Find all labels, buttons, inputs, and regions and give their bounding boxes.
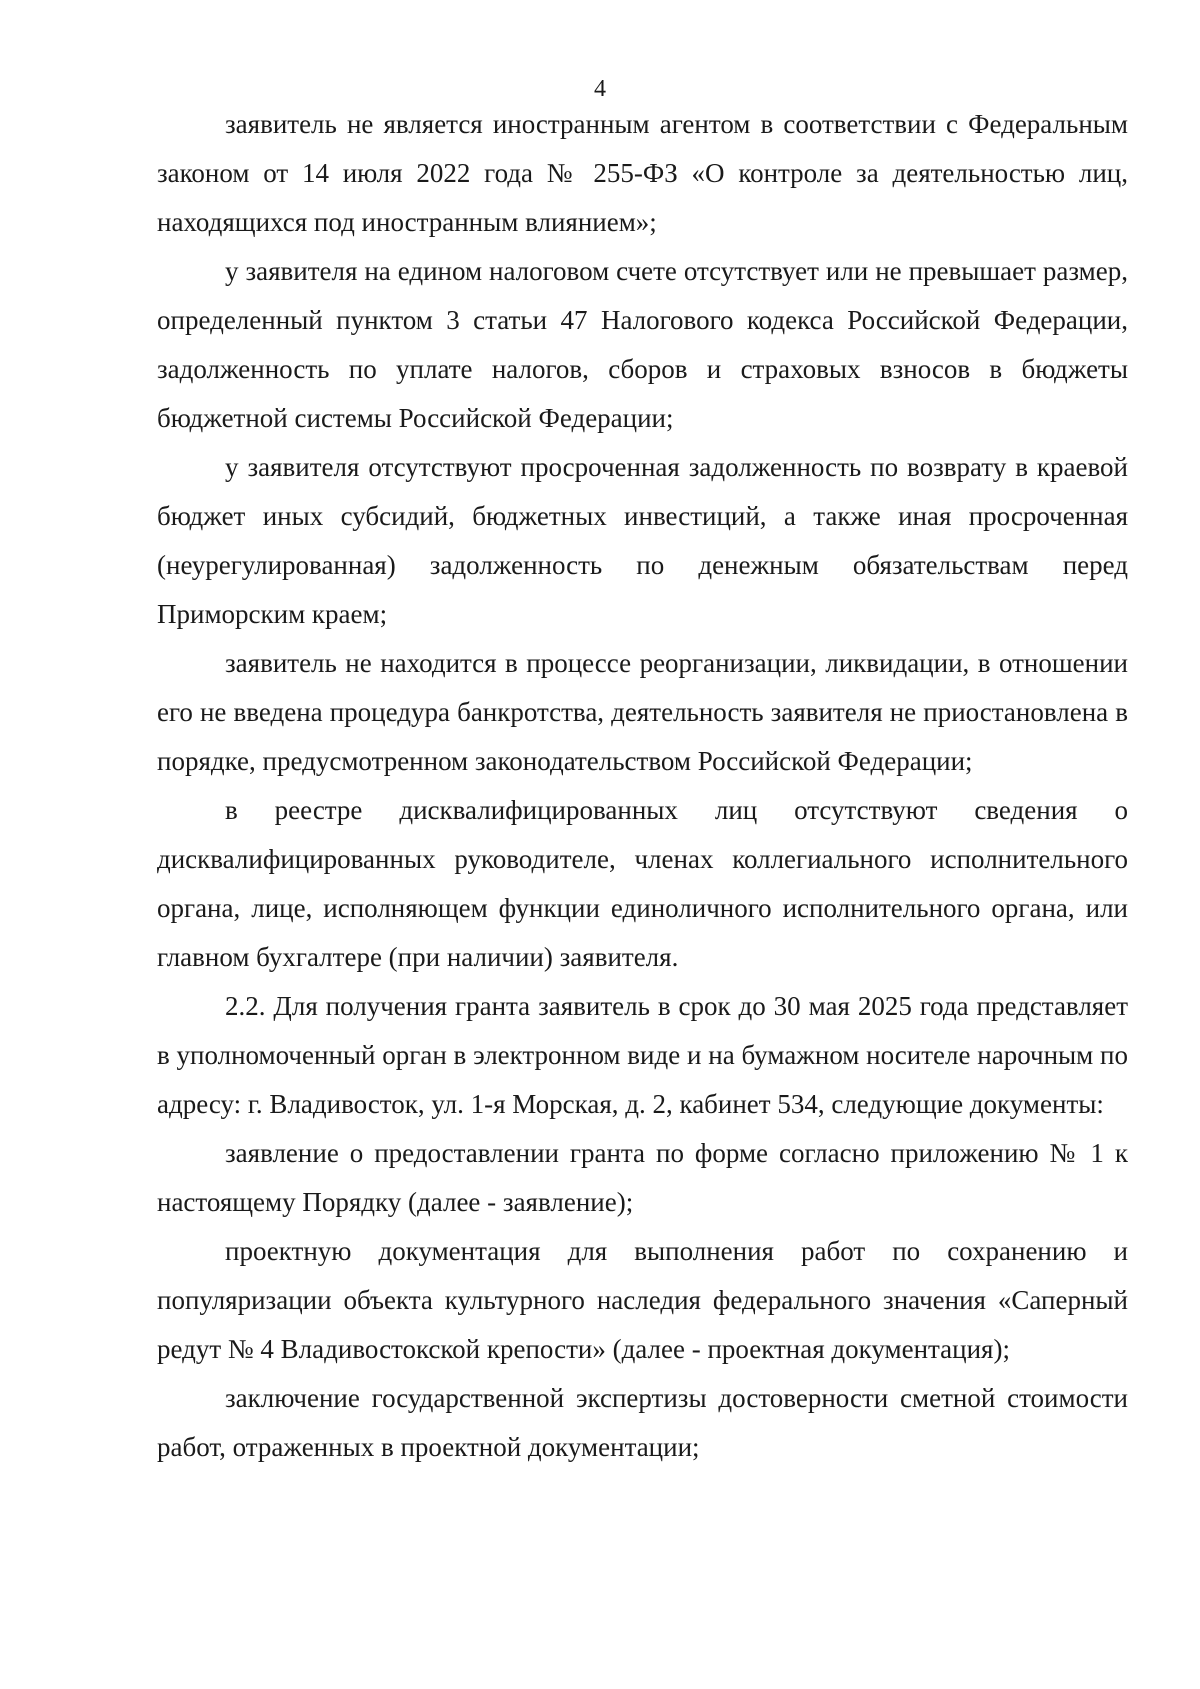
page-number: 4 [594, 76, 606, 102]
paragraph-project-documentation: проектную документация для выполнения работ по сохранению и популяризации объекта культурного наследия федерального значения «Саперный редут № 4 Владивостокской крепости» (далее - проектная документация); [157, 1236, 1128, 1364]
paragraph-tax-debt: у заявителя на едином налоговом счете отсутствует или не превышает размер, определенный пунктом 3 статьи 47 Налогового кодекса Российской Федерации, задолженность по уплате налогов, сборов и страховых взносов в бюджеты бюджетной системы Российской Федерации; [157, 256, 1128, 433]
paragraph-overdue-debt: у заявителя отсутствуют просроченная задолженность по возврату в краевой бюджет иных субсидий, бюджетных инвестиций, а также иная просроченная (неурегулированная) задолженность по денежным обязательствам перед Приморским краем; [157, 452, 1128, 629]
paragraph-foreign-agent: заявитель не является иностранным агентом в соответствии с Федеральным законом от 14 июля 2022 года № 255-ФЗ «О контроле за деятельностью лиц, находящихся под иностранным влиянием»; [157, 109, 1128, 237]
paragraph-reorganization: заявитель не находится в процессе реорганизации, ликвидации, в отношении его не введена процедура банкротства, деятельность заявителя не приостановлена в порядке, предусмотренном законодательством Российской Федерации; [157, 648, 1128, 776]
paragraph-application: заявление о предоставлении гранта по форме согласно приложению № 1 к настоящему Порядку (далее - заявление); [157, 1138, 1128, 1217]
paragraph-expert-conclusion: заключение государственной экспертизы достоверности сметной стоимости работ, отраженных в проектной документации; [157, 1383, 1128, 1462]
paragraph-disqualified-persons: в реестре дисквалифицированных лиц отсутствуют сведения о дисквалифицированных руководителе, членах коллегиального исполнительного органа, лице, исполняющем функции единоличного исполнительного органа, или главном бухгалтере (при наличии) заявителя. [157, 795, 1128, 972]
document-body [157, 100, 1128, 1472]
paragraph-section-2-2: 2.2. Для получения гранта заявитель в срок до 30 мая 2025 года представляет в уполномоченный орган в электронном виде и на бумажном носителе нарочным по адресу: г. Владивосток, ул. 1-я Морская, д. 2, кабинет 534, следующие документы: [157, 991, 1128, 1119]
